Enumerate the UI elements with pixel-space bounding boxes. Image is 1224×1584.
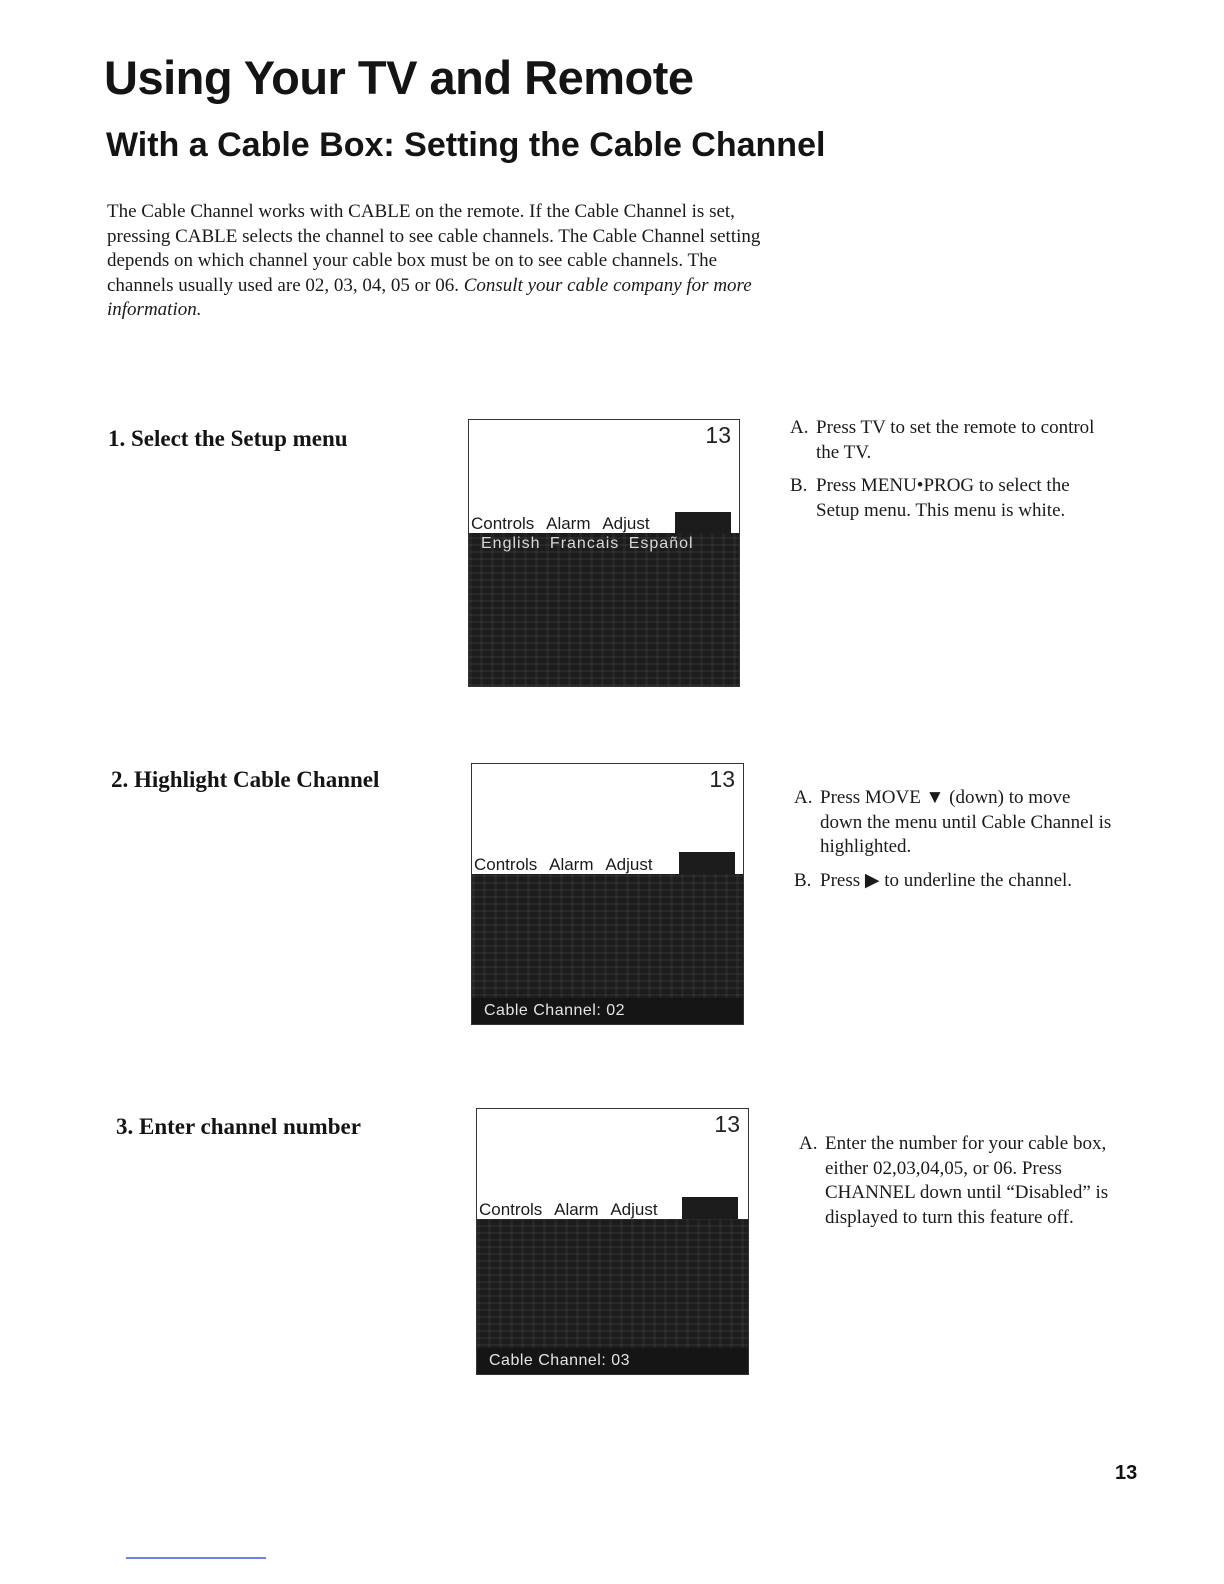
menu-item-controls: Controls	[479, 1200, 543, 1219]
menu-panel	[477, 1219, 748, 1374]
instruction-item	[794, 869, 1114, 894]
step-1-title: 1. Select the Setup menu	[108, 426, 348, 451]
menu-item-controls: Controls	[474, 855, 538, 874]
instruction-text: Press ▶ to underline the channel.	[820, 869, 1073, 891]
channel-number: 13	[709, 766, 735, 792]
menu-bar	[474, 855, 661, 875]
instruction-text: Press MENU•PROG to select the Setup menu. This menu is white.	[816, 475, 1070, 521]
setup-tab-highlight	[682, 1197, 738, 1219]
footer-rule	[126, 1557, 266, 1559]
instruction-letter: B.	[790, 475, 808, 496]
cable-channel-line: Cable Channel: 02	[472, 998, 743, 1024]
menu-bar	[471, 514, 658, 534]
channel-number: 13	[714, 1111, 740, 1137]
setup-tab-highlight	[679, 852, 735, 874]
step-3-instructions	[799, 1132, 1119, 1239]
step-2-instructions	[794, 786, 1114, 902]
menu-panel	[472, 874, 743, 1024]
step-3-tv-screen	[476, 1108, 749, 1375]
instruction-letter: A.	[799, 1133, 818, 1154]
menu-item-adjust: Adjust	[602, 514, 650, 533]
menu-item-alarm: Alarm	[546, 514, 591, 533]
intro-paragraph	[107, 200, 767, 323]
instruction-text: Press TV to set the remote to control the TV.	[816, 417, 1095, 463]
instruction-letter: A.	[794, 787, 813, 808]
instruction-text: Enter the number for your cable box, either 02,03,04,05, or 06. Press CHANNEL down until “Disabled” is displayed to turn this feature off.	[825, 1133, 1109, 1228]
menu-panel	[469, 533, 739, 686]
instruction-letter: B.	[794, 869, 812, 891]
menu-item-alarm: Alarm	[554, 1200, 599, 1219]
menu-item-adjust: Adjust	[605, 855, 653, 874]
step-1-instructions	[790, 416, 1110, 532]
instruction-text: Press MOVE ▼ (down) to move down the menu until Cable Channel is highlighted.	[820, 787, 1112, 857]
instruction-item	[790, 416, 1110, 465]
instruction-letter: A.	[790, 417, 809, 438]
section-subtitle: With a Cable Box: Setting the Cable Channel	[106, 126, 826, 164]
intro-italic-note: Consult your cable company for more information.	[107, 274, 752, 320]
language-options: English Francais Español	[481, 535, 694, 552]
setup-tab-highlight	[675, 512, 731, 534]
step-2-title: 2. Highlight Cable Channel	[111, 767, 380, 792]
cable-channel-line: Cable Channel: 03	[477, 1348, 748, 1374]
instruction-item	[790, 474, 1110, 523]
step-1-tv-screen	[468, 419, 740, 687]
menu-bar	[479, 1200, 666, 1220]
menu-item-alarm: Alarm	[549, 855, 594, 874]
page-number: 13	[1115, 1462, 1138, 1484]
instruction-item	[794, 786, 1114, 860]
channel-number: 13	[705, 422, 731, 448]
menu-item-adjust: Adjust	[610, 1200, 658, 1219]
page-title: Using Your TV and Remote	[104, 51, 694, 104]
menu-item-controls: Controls	[471, 514, 535, 533]
step-2-tv-screen	[471, 763, 744, 1025]
step-3-title: 3. Enter channel number	[116, 1114, 361, 1139]
instruction-item	[799, 1132, 1119, 1230]
intro-text: The Cable Channel works with CABLE on the remote. If the Cable Channel is set, pressing CABLE selects the channel to see cable channels. The Cable Channel setting depends on which channel your cable box must be on to see cable channels. The channels usually used are 02, 03, 04, 05 or 06.	[107, 201, 761, 296]
